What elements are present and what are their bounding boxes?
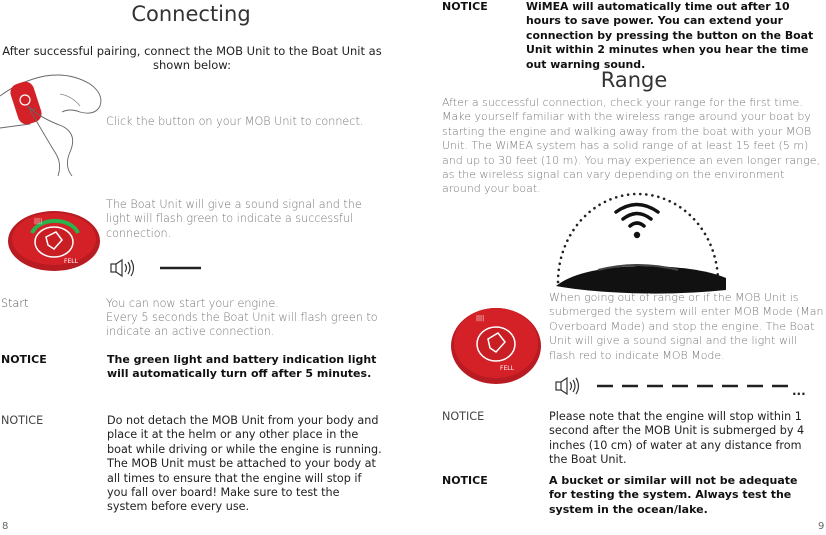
notice4-label: NOTICE <box>442 474 488 487</box>
notice-top-text: WiMEA will automatically time out after 10 hours to save power. You can extend your connection by pressing the button on the Boat Unit within 2 minutes when you hear the time out warning sound. <box>526 0 814 71</box>
start-text-2: Every 5 seconds the Boat Unit will flash green to indicate an active connection. <box>106 311 378 339</box>
wrist-press-illustration <box>0 66 110 176</box>
notice3-label: NOTICE <box>442 410 485 423</box>
page-number-right: 9 <box>818 521 825 532</box>
page-title-range: Range <box>600 68 668 92</box>
start-text-1: You can now start your engine. <box>106 297 279 310</box>
sound-signal-connected-icon <box>110 257 206 279</box>
notice1-text: The green light and battery indication light will automatically turn off after 5 minutes. <box>107 353 377 381</box>
notice4-text: A bucket or similar will not be adequate for testing the system. Always test the system in the ocean/lake. <box>549 474 798 516</box>
step2-text: The Boat Unit will give a sound signal and the light will flash green to indicate a successful connection. <box>106 198 362 240</box>
start-label: Start <box>1 297 29 310</box>
page-title-connecting: Connecting <box>131 2 251 26</box>
intro-text: After successful pairing, connect the MOB Unit to the Boat Unit as shown below: <box>2 44 382 73</box>
notice3-text: Please note that the engine will stop within 1 second after the MOB Unit is submerged by 4 inches (10 cm) of water at any distance from the Boat Unit. <box>549 410 805 467</box>
sound-signal-mob-icon <box>555 374 795 398</box>
svg-text:||||: |||| <box>476 315 485 322</box>
range-text: After a successful connection, check your range for the first time. Make yourself familiar with the wireless range around your boat by starting the engine and walking away from the boat with your MOB Unit. The WiMEA system has a solid range of at least 15 feet (5 m) and up to 30 feet (10 m). You may experience an even longer range, as the wireless signal can vary depending on the environment around your boat. <box>442 96 821 196</box>
notice2-text: Do not detach the MOB Unit from your body and place it at the helm or any other place in the boat while driving or while the engine is running. The MOB Unit must be attached to your body at all times to ensure that the engine will stop if you fall over board! Make sure to test the system before every use. <box>107 414 382 514</box>
device-label: FELL <box>64 258 78 265</box>
mob-mode-text: When going out of range or if the MOB Unit is submerged the system will enter MOB Mode (Man Overboard Mode) and stop the engine. The Boat Unit will give a sound signal and the light will flash red to indicate MOB Mode. <box>549 291 824 362</box>
notice-top-label: NOTICE <box>442 0 488 13</box>
device-label-2: FELL <box>500 365 514 372</box>
range-dome-illustration <box>548 190 728 294</box>
notice2-label: NOTICE <box>1 414 44 427</box>
boat-unit-red-illustration <box>448 298 544 388</box>
page-number-left: 8 <box>2 521 9 532</box>
step1-text: Click the button on your MOB Unit to connect. <box>106 115 364 128</box>
notice1-label: NOTICE <box>1 353 47 366</box>
svg-text:||||: |||| <box>34 218 43 225</box>
ellipsis: ... <box>792 384 806 398</box>
boat-unit-green-illustration <box>6 209 102 273</box>
